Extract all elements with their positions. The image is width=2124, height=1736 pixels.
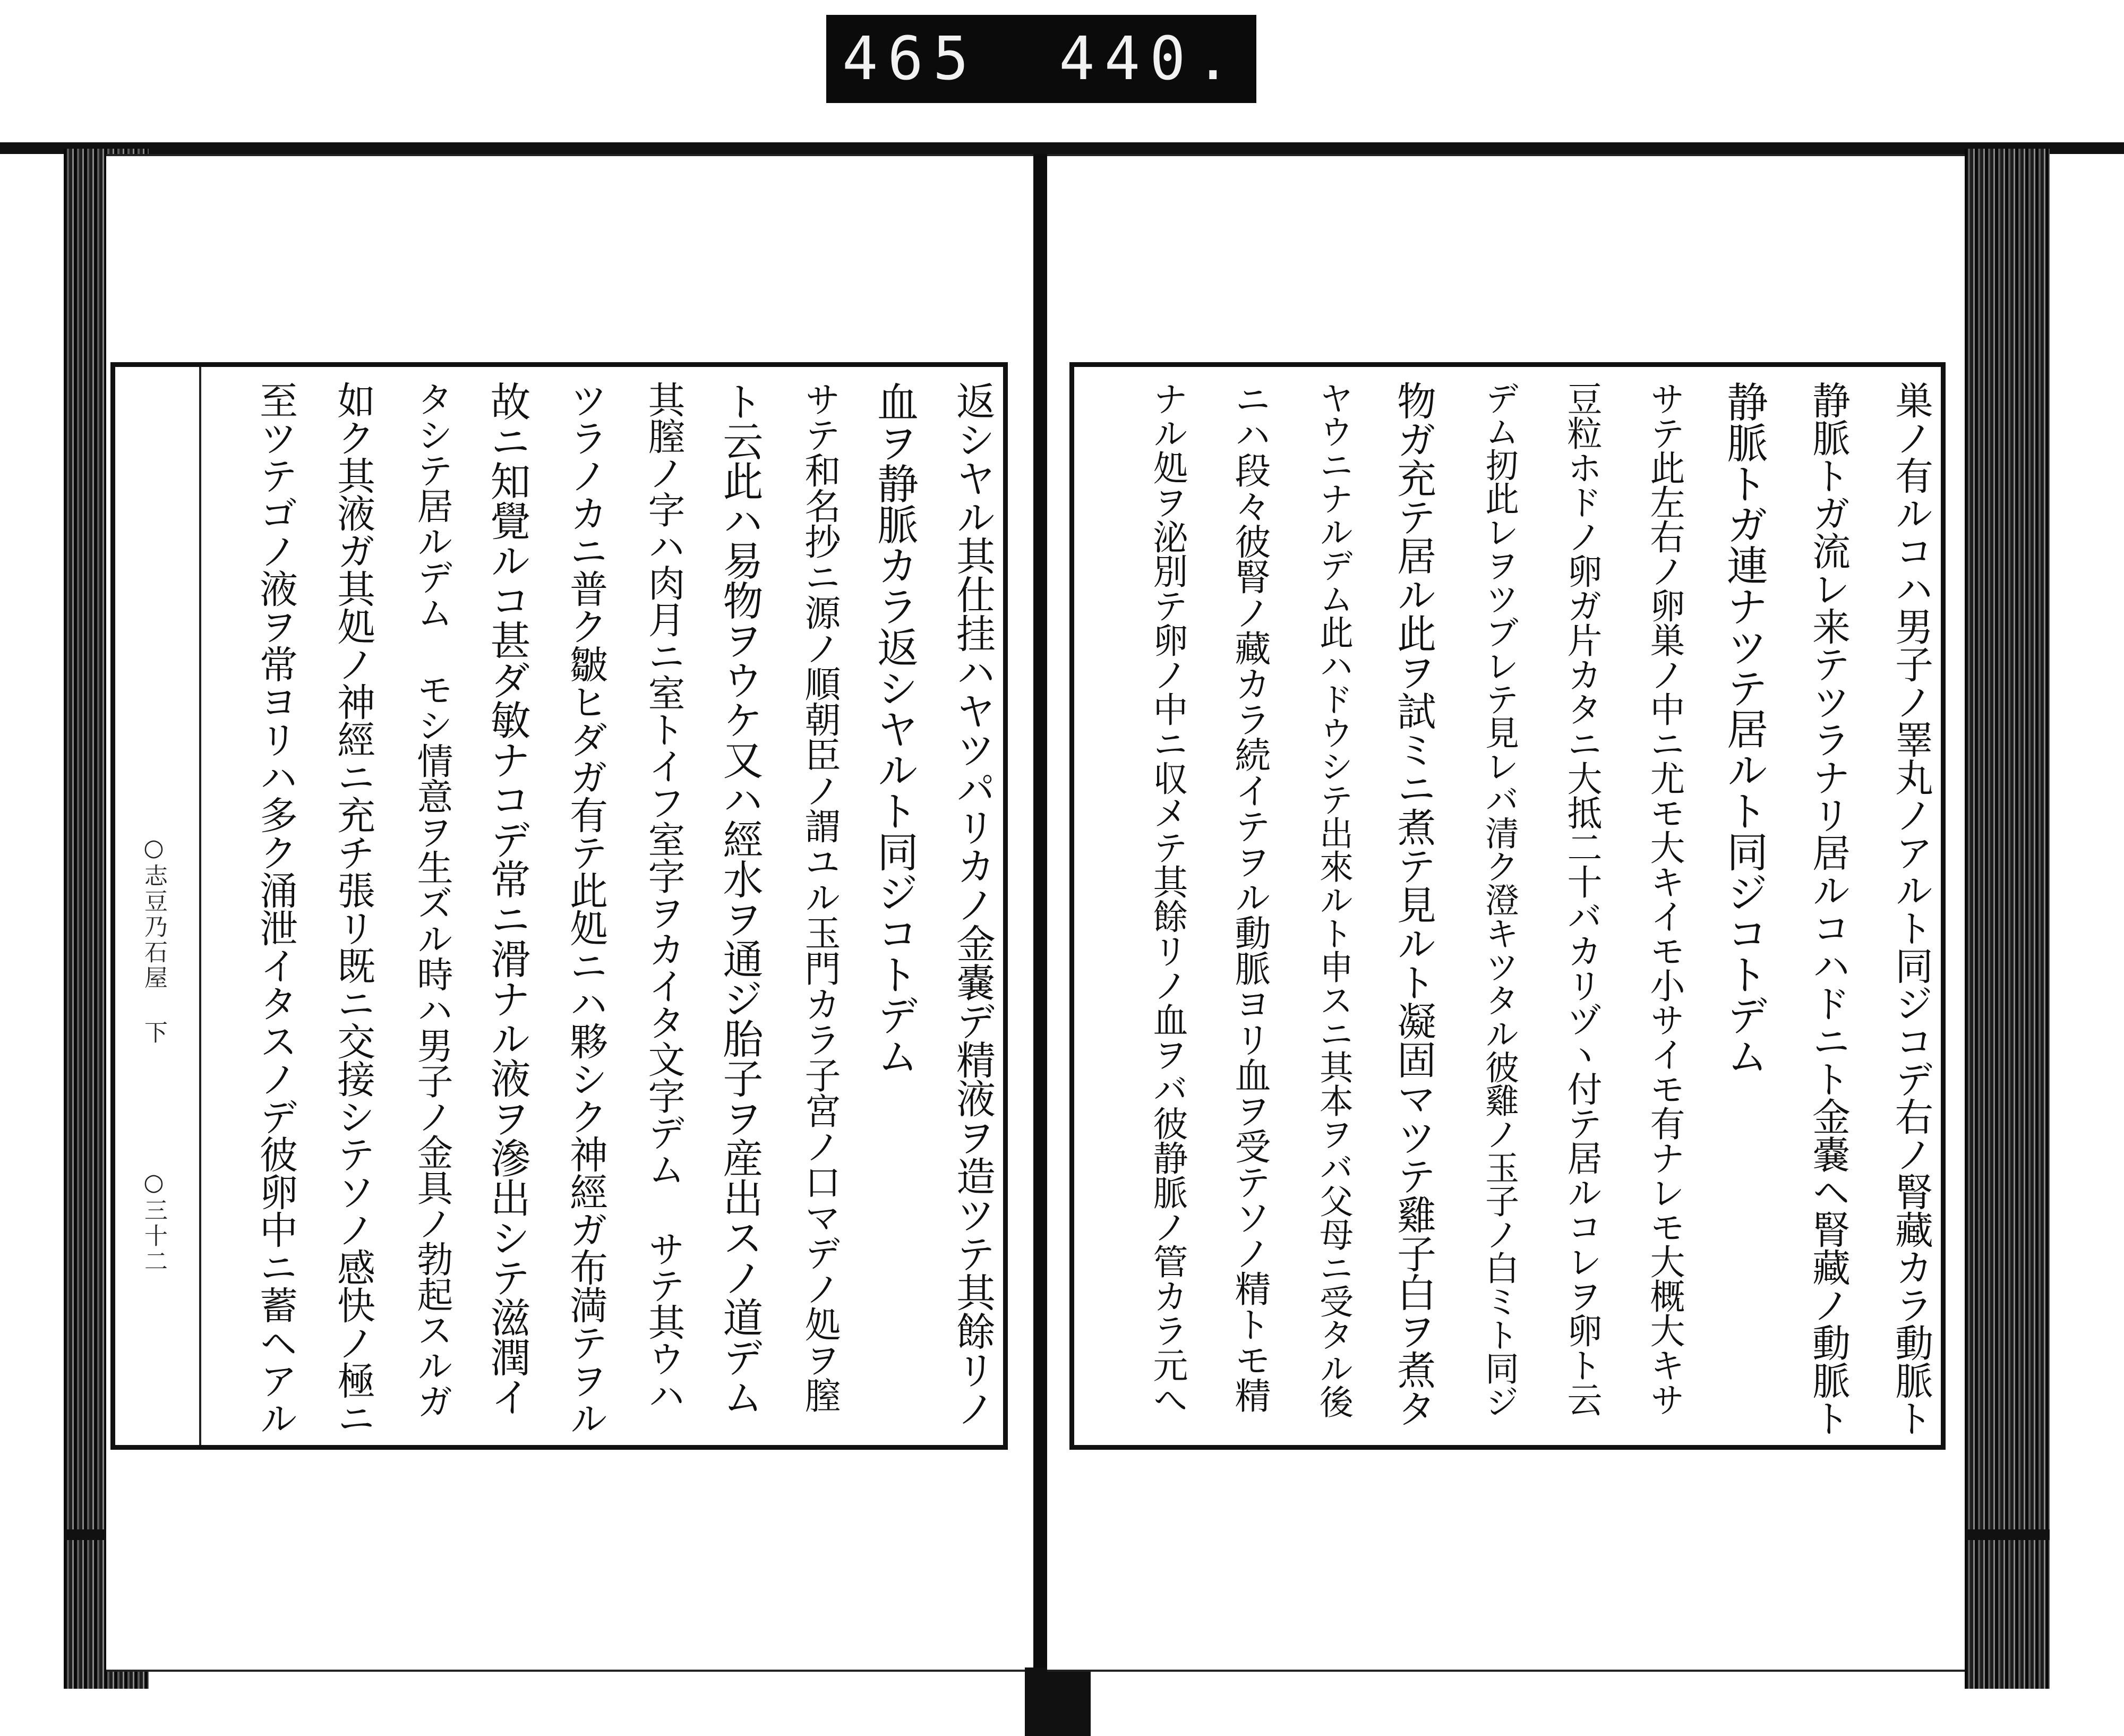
right-page (1047, 154, 1965, 1672)
left-page (106, 154, 1033, 1672)
book-spine (1033, 154, 1047, 1678)
right-column-3: 静脈トガ連ナツテ居ルト同ジコトデム (1720, 381, 1768, 1076)
left-column-4: ト云此ハ易物ヲウケ又ハ經水ヲ通ジ胎子ヲ産出スノ道デム (716, 381, 764, 1416)
frame-number-label (826, 15, 1256, 103)
left-text-frame (110, 362, 1008, 1450)
right-text-frame (1069, 362, 1946, 1450)
right-column-10: ナル処ヲ泌別テ卵ノ中ニ収メテ其餘リノ血ヲバ彼静脈ノ管カラ元へ (1147, 381, 1188, 1416)
spine-foot (1025, 1667, 1091, 1736)
top-rail (0, 142, 2124, 154)
right-column-2: 静脈トガ流レ来テツラナリ居ルコハドニト金嚢ヘ腎藏ノ動脈ト (1806, 381, 1851, 1436)
right-page-edge (1965, 149, 2050, 1689)
left-column-10: 至ツテゴノ液ヲ常ヨリハ多ク涌泄イタスノデ彼卵中ニ蓄ヘアル (253, 381, 298, 1436)
frame-number-left: 465 (842, 24, 979, 93)
right-column-9: ニハ段々彼腎ノ藏カラ続イテヲル動脈ヨリ血ヲ受テソノ精トモ精 (1229, 381, 1271, 1413)
left-column-6: ツラノカニ普ク皺ヒダガ有テ此処ニハ夥シク神經ガ布満テヲル (563, 381, 608, 1436)
frame-number-right: 440. (1059, 24, 1240, 93)
left-column-8: タシテ居ルデム モシ情意ヲ生ズル時ハ男子ノ金具ノ勃起スルガ (411, 381, 453, 1418)
margin-page-number: ○三十二 (140, 1169, 167, 1275)
right-column-7: 物ガ充テ居ル此ヲ試ミニ煮テ見ルト凝固マツテ雞子白ヲ煮タ (1391, 381, 1436, 1427)
left-column-2: 血ヲ静脈カラ返シヤルト同ジコトデム (870, 381, 918, 1076)
left-column-9: 如ク其液ガ其処ノ神經ニ充チ張リ既ニ交接シテソノ感快ノ極ニ (331, 381, 375, 1436)
right-column-8: ヤウニナルデム此ハドウシテ出來ルト申スニ其本ヲバ父母ニ受タル後 (1314, 381, 1353, 1418)
right-column-6: デム扨此レヲツブレテ見レバ清ク澄キツタル彼雞ノ玉子ノ白ミト同ジ (1479, 381, 1519, 1418)
right-column-5: 豆粒ホドノ卵ガ片カタニ大抵二十バカリヅヽ付テ居ルコレヲ卵ト云 (1561, 381, 1602, 1416)
left-column-7: 故ニ知覺ルコ甚ダ敏ナコデ常ニ滑ナル液ヲ滲出シテ滋潤イ (484, 381, 531, 1416)
left-column-3: サテ和名抄ニ源ノ順朝臣ノ謂ユル玉門カラ子宮ノ口マデノ処ヲ膣 (799, 381, 841, 1413)
left-column-1: 返シヤル其仕挂ハヤツパリカノ金嚢デ精液ヲ造ツテ其餘リノ (950, 381, 996, 1427)
right-edge-band (1965, 1529, 2050, 1540)
left-column-5: 其膣ノ字ハ肉月ニ室トイフ室字ヲカイタ文字デム サテ其ウハ (642, 381, 686, 1413)
right-column-1: 巣ノ有ルコハ男子ノ睪丸ノアルト同ジコデ右ノ腎藏カラ動脈ト (1889, 381, 1933, 1436)
left-margin-rule (199, 367, 201, 1445)
margin-book-title: ○志豆乃石屋 下 (140, 834, 167, 1046)
right-column-4: サテ此左右ノ卵巣ノ中ニ尤モ大キイモ小サイモ有ナレモ大概大キサ (1644, 381, 1685, 1416)
